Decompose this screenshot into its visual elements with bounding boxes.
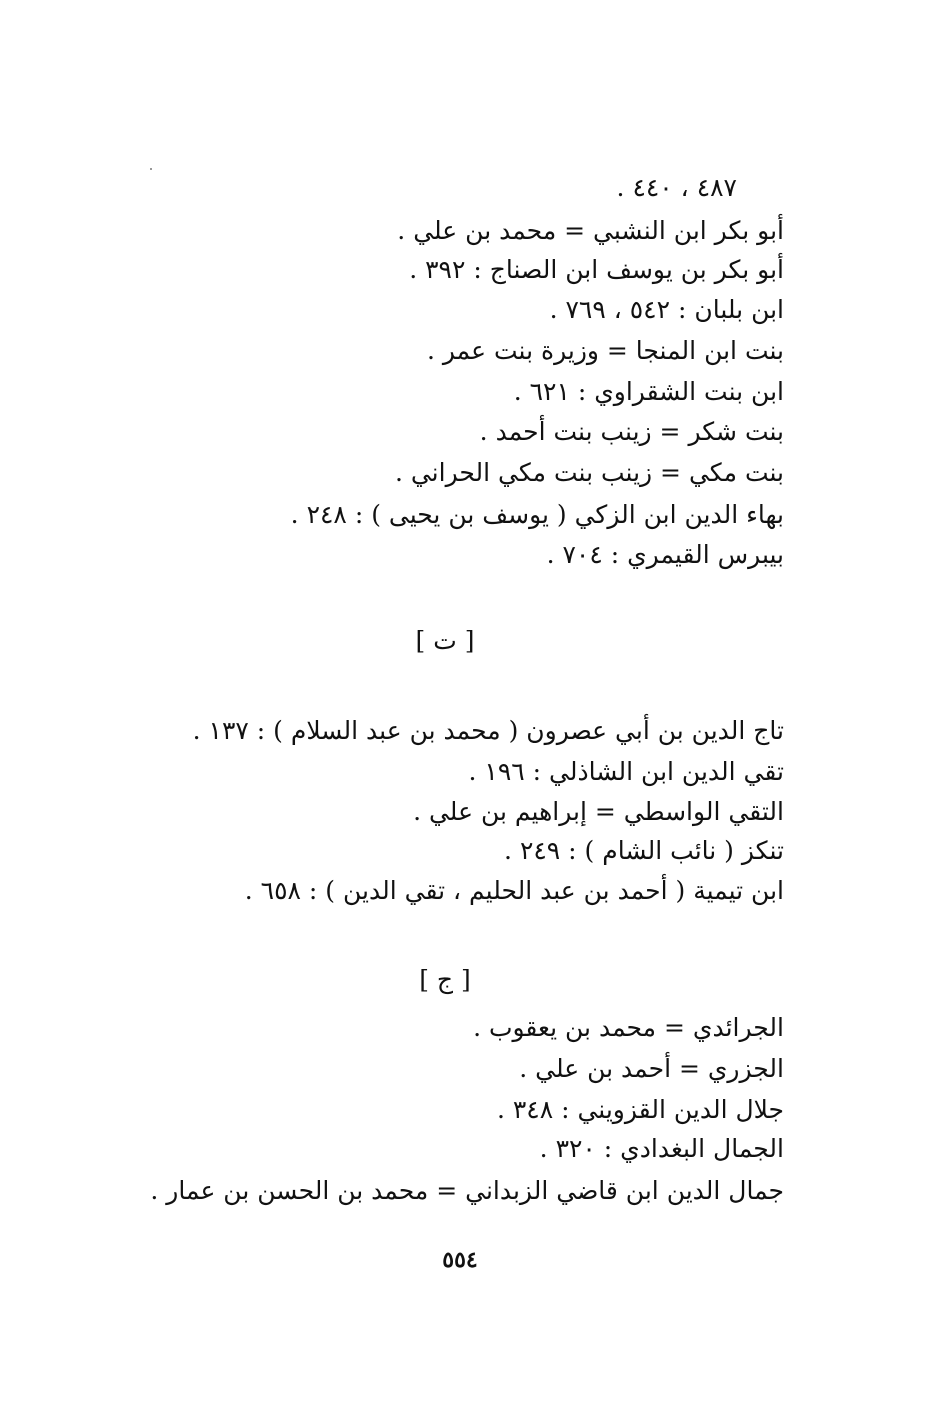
index-entry: أبو بكر بن يوسف ابن الصناج : ٣٩٢ . — [409, 255, 784, 284]
section-heading-ta: [ ت ] — [415, 626, 475, 655]
index-entry: بهاء الدين ابن الزكي ( يوسف بن يحيى ) : ٢٤٨ . — [290, 500, 784, 529]
index-entry: جلال الدين القزويني : ٣٤٨ . — [496, 1095, 784, 1124]
page-number: ٥٥٤ — [442, 1247, 478, 1273]
section-heading-jim: [ ج ] — [419, 965, 471, 994]
index-entry: ابن تيمية ( أحمد بن عبد الحليم ، تقي الدين ) : ٦٥٨ . — [244, 876, 784, 905]
index-entry: ابن بلبان : ٥٤٢ ، ٧٦٩ . — [549, 295, 784, 324]
index-entry: ابن بنت الشقراوي : ٦٢١ . — [513, 377, 784, 406]
index-entry: تقي الدين ابن الشاذلي : ١٩٦ . — [468, 757, 784, 786]
index-entry-continuation: . ٤٨٧ ، ٤٤٠ — [616, 173, 737, 202]
index-entry: الجرائدي = محمد بن يعقوب . — [473, 1013, 784, 1042]
index-entry: الجمال البغدادي : ٣٢٠ . — [539, 1134, 784, 1163]
index-entry: الجزري = أحمد بن علي . — [519, 1054, 784, 1083]
index-entry: التقي الواسطي = إبراهيم بن علي . — [413, 797, 784, 826]
index-entry: بيبرس القيمري : ٧٠٤ . — [546, 540, 784, 569]
index-entry: تاج الدين بن أبي عصرون ( محمد بن عبد السلام ) : ١٣٧ . — [192, 716, 784, 745]
index-entry: بنت مكي = زينب بنت مكي الحراني . — [394, 458, 784, 487]
index-entry: جمال الدين ابن قاضي الزبداني = محمد بن الحسن بن عمار . — [150, 1176, 784, 1205]
index-entry: تنكز ( نائب الشام ) : ٢٤٩ . — [504, 836, 784, 865]
index-entry: بنت شكر = زينب بنت أحمد . — [479, 417, 784, 446]
index-entry: بنت ابن المنجا = وزيرة بنت عمر . — [426, 336, 784, 365]
paper-speck — [150, 168, 152, 170]
index-entry: أبو بكر ابن النشبي = محمد بن علي . — [397, 216, 784, 245]
